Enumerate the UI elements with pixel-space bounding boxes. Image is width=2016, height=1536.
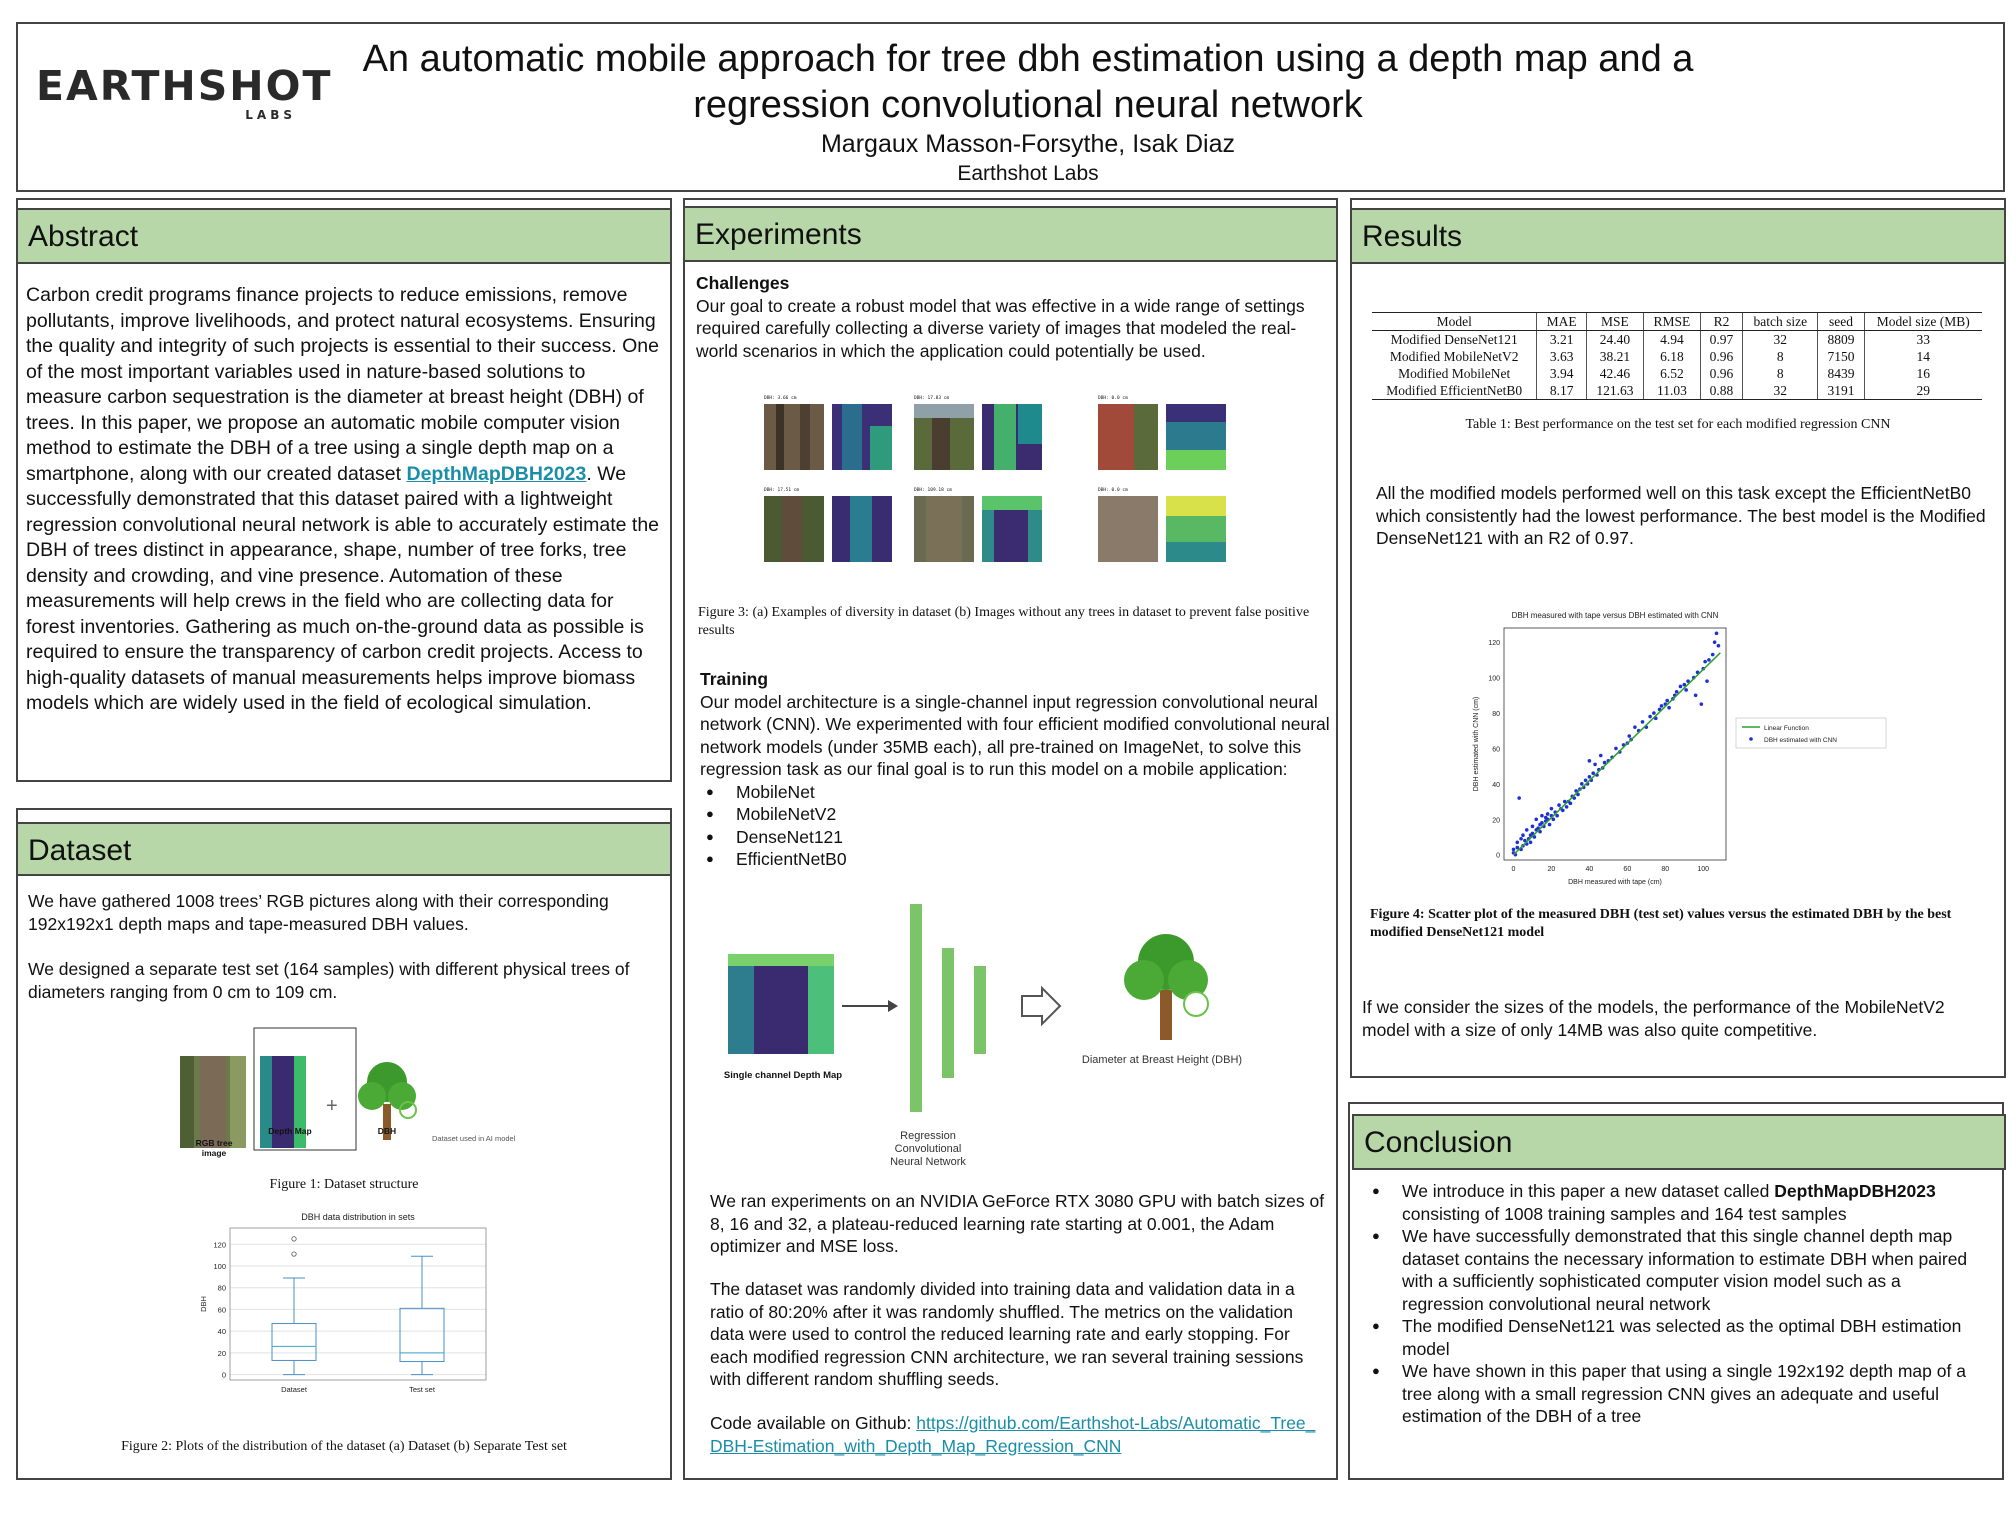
scatter-xtick: 0 — [1511, 866, 1516, 873]
scatter-point — [1684, 688, 1688, 692]
conclusion-heading: Conclusion — [1352, 1114, 2006, 1170]
table-row — [1372, 348, 1982, 365]
scatter-point — [1515, 840, 1519, 844]
model-item: ● MobileNet — [700, 781, 1330, 804]
boxplot-xtick: Test set — [409, 1385, 435, 1394]
boxplot-box — [400, 1308, 444, 1361]
scatter-point — [1525, 828, 1529, 832]
training-text: Our model architecture is a single-channel input regression convolutional neural network (CNN). We experimented with four efficient modified convolutional neural network models (under 35MB each), all pre-trained on ImageNet, to solve this regression task as our final goal is to run this model on a mobile application: — [700, 691, 1330, 779]
dataset-para-1: We have gathered 1008 trees’ RGB pictures along with their corresponding 192x192x1 depth maps and tape-measured DBH values. — [28, 891, 609, 934]
figure-3 — [742, 396, 1282, 576]
conclusion-item: ● We have successfully demonstrated that this single channel depth map dataset contains the necessary information to estimate DBH when paired with a sufficiently sophisticated computer vision model such as a regression convolutional neural network — [1366, 1225, 1976, 1315]
table-cell: Modified EfficientNetB0 — [1372, 382, 1537, 400]
table-cell: 38.21 — [1586, 348, 1643, 365]
fig3-title-1: DBH: 3.66 cm — [764, 396, 797, 401]
scatter-point — [1580, 782, 1584, 786]
fig3-title-3: DBH: 0.0 cm — [1098, 396, 1128, 401]
scatter-ytick: 100 — [1488, 675, 1500, 683]
table-cell: 4.94 — [1644, 331, 1701, 349]
scatter-point — [1675, 690, 1679, 694]
scatter-point — [1713, 640, 1717, 644]
scatter-point — [1521, 833, 1525, 837]
table-caption: Table 1: Best performance on the test set for each modified regression CNN — [1465, 417, 1891, 432]
scatter-point — [1540, 814, 1544, 818]
dataset-name: DepthMapDBH2023 — [1774, 1181, 1936, 1201]
figure-3-images — [742, 396, 1282, 576]
model-list — [700, 781, 1330, 871]
table-cell: 42.46 — [1586, 365, 1643, 382]
scatter-point — [1627, 734, 1631, 738]
sample-row-2 — [764, 496, 1226, 562]
table-cell: 3191 — [1818, 382, 1864, 400]
scatter-point — [1694, 693, 1698, 697]
scatter-point — [1648, 715, 1652, 719]
table-cell: 32 — [1743, 382, 1818, 400]
scatter-point — [1588, 759, 1592, 763]
earthshot-logo — [36, 62, 333, 144]
results-para-1: All the modified models performed well on this task except the EfficientNetB0 which consistently had the lowest performance. The best model is the Modified DenseNet121 with an R2 of 0.97. — [1376, 483, 1986, 548]
regression-line — [1513, 653, 1720, 855]
title-line-2: regression convolutional neural network — [693, 84, 1363, 126]
scatter-ytick: 80 — [1492, 711, 1500, 719]
table-cell: 24.40 — [1586, 331, 1643, 349]
sample-row-1 — [764, 404, 1226, 470]
logo-wordmark: EARTHSHOT — [36, 62, 333, 110]
scatter-xtick: 80 — [1661, 866, 1670, 873]
fig1-label-rgb: RGB tree image — [195, 1138, 233, 1158]
arrow-head-icon — [888, 1000, 898, 1012]
scatter-point — [1557, 803, 1561, 807]
scatter-point — [1546, 812, 1550, 816]
scatter-point — [1703, 660, 1707, 664]
table-cell: 0.96 — [1700, 348, 1742, 365]
figure-1-caption: Figure 1: Dataset structure — [269, 1177, 419, 1192]
scatter-xtick: 100 — [1697, 866, 1710, 873]
boxplot-ytick: 120 — [213, 1240, 226, 1250]
legend-label: Linear Function — [1764, 725, 1809, 732]
challenges-text: Our goal to create a robust model that was effective in a wide range of settings required carefully collecting a diverse variety of images that modeled the real-world scenarios in which the application could potentially be used. — [696, 295, 1305, 361]
fig3-title-2: DBH: 17.83 cm — [914, 396, 950, 401]
boxplot-ytick: 80 — [217, 1283, 226, 1293]
scatter-point — [1614, 747, 1618, 751]
architecture-graphic — [720, 900, 1320, 1176]
scatter-ytick: 0 — [1496, 852, 1500, 860]
scatter-title: DBH measured with tape versus DBH estimated with CNN — [1511, 611, 1719, 620]
arch-input-label: Single channel Depth Map — [723, 1070, 843, 1081]
dataset-link[interactable]: DepthMapDBH2023 — [406, 462, 587, 485]
conclusion-item: ● We have shown in this paper that using a single 192x192 depth map of a tree along with a small regression CNN gives an adequate and useful estimation of the DBH of a tree — [1366, 1360, 1976, 1428]
scatter-point — [1550, 807, 1554, 811]
figure-2-caption: Figure 2: Plots of the distribution of the dataset (a) Dataset (b) Separate Test set — [121, 1439, 567, 1454]
fig1-label-note: Dataset used in AI model — [432, 1134, 516, 1143]
training-block — [700, 668, 1330, 871]
output-tree-icon — [1124, 934, 1208, 1040]
legend-point-swatch — [1749, 737, 1753, 741]
table-cell: 0.96 — [1700, 365, 1742, 382]
table-row — [1372, 382, 1982, 400]
fig3-title-6: DBH: 0.0 cm — [1098, 488, 1128, 493]
table-cell: 11.03 — [1644, 382, 1701, 400]
scatter-ytick: 40 — [1492, 781, 1500, 789]
scatter-xtick: 20 — [1547, 866, 1556, 873]
results-table — [1372, 312, 1982, 400]
abstract-text-part1: Carbon credit programs finance projects to reduce emissions, remove pollutants, improve livelihoods, and protect natural ecosystems. Ensuring the quality and integrity of such projects is essential to their success. One of the most important variables used in nature-based solutions to measure carbon sequestration is the diameter at breast height (DBH) of trees. In this paper, we propose an automatic mobile computer vision method to estimate the DBH of a tree using a single depth map on a smartphone, along with our created dataset — [26, 284, 659, 485]
col-header: R2 — [1700, 313, 1742, 331]
table-cell: 6.18 — [1644, 348, 1701, 365]
table-cell: 121.63 — [1586, 382, 1643, 400]
dataset-para-2: We designed a separate test set (164 samples) with different physical trees of diameters ranging from 0 cm to 109 cm. — [28, 959, 630, 1002]
arch-network-label — [870, 1130, 986, 1169]
scatter-point — [1707, 658, 1711, 662]
scatter-ytick: 120 — [1488, 640, 1500, 648]
results-heading: Results — [1350, 208, 2006, 264]
boxplot-ytick: 20 — [217, 1348, 226, 1358]
scatter-xtick: 60 — [1623, 866, 1632, 873]
table-cell: 6.52 — [1644, 365, 1701, 382]
abstract-heading: Abstract — [16, 208, 672, 264]
table-cell: 8 — [1743, 365, 1818, 382]
scatter-point — [1715, 632, 1719, 636]
conclusion-list-wrap — [1366, 1180, 1976, 1428]
col-header: seed — [1818, 313, 1864, 331]
code-prefix: Code available on Github: — [710, 1413, 917, 1433]
scatter-point — [1588, 775, 1592, 779]
boxplot-ytick: 0 — [221, 1370, 226, 1380]
scatter-point — [1517, 796, 1521, 800]
fig3-title-4: DBH: 17.51 cm — [764, 488, 800, 493]
table-cell: Modified DenseNet121 — [1390, 332, 1518, 347]
table-cell: 8 — [1743, 348, 1818, 365]
fig1-label-depth: Depth Map — [268, 1126, 312, 1136]
scatter-point — [1633, 725, 1637, 729]
conclusion-item-text: consisting of 1008 training samples and 164 test samples — [1402, 1203, 1847, 1224]
dataset-heading: Dataset — [16, 822, 672, 876]
title-line-1: An automatic mobile approach for tree dbh estimation using a depth map and a — [362, 38, 1694, 80]
boxplot-outlier — [292, 1237, 296, 1241]
scatter-ytick: 20 — [1492, 817, 1500, 825]
scatter-point — [1512, 848, 1516, 852]
col-header: batch size — [1743, 313, 1818, 331]
code-availability — [710, 1412, 1325, 1457]
boxplot-outlier — [292, 1252, 296, 1256]
scatter-point — [1711, 653, 1715, 657]
scatter-point — [1529, 840, 1533, 844]
scatter-point — [1652, 711, 1656, 715]
authors: Margaux Masson-Forsythe, Isak Diaz — [820, 130, 1236, 158]
legend-label: DBH estimated with CNN — [1764, 737, 1837, 744]
table-cell: 3.94 — [1537, 365, 1586, 382]
boxplot-frame — [230, 1228, 486, 1380]
scatter-point — [1540, 821, 1544, 825]
results-table-wrap — [1372, 312, 1984, 434]
figure-1 — [180, 1026, 540, 1156]
col-header: MSE — [1586, 313, 1643, 331]
boxplot-ytick: 40 — [217, 1327, 226, 1337]
figure-3-caption: Figure 3: (a) Examples of diversity in dataset (b) Images without any trees in dataset to prevent false positive results — [698, 605, 1310, 638]
boxplot-ylabel: DBH — [199, 1296, 208, 1312]
conclusion-item: ● The modified DenseNet121 was selected as the optimal DBH estimation model — [1366, 1315, 1976, 1360]
scatter-point — [1679, 685, 1683, 689]
table-cell: 14 — [1864, 348, 1982, 365]
col-header: Model — [1372, 313, 1537, 331]
col-header: Model size (MB) — [1864, 313, 1982, 331]
boxplot-ytick: 100 — [213, 1262, 226, 1271]
logo-subtext: LABS — [245, 108, 296, 122]
table-cell: 16 — [1864, 365, 1982, 382]
table-cell: Modified MobileNetV2 — [1389, 349, 1519, 364]
boxplot-ytick: 60 — [217, 1305, 226, 1315]
scatter-point — [1700, 702, 1704, 706]
plus-icon: + — [326, 1095, 338, 1117]
scatter-xlabel: DBH measured with tape (cm) — [1568, 879, 1662, 886]
scatter-point — [1555, 814, 1559, 818]
arch-network-line-3: Neural Network — [890, 1156, 966, 1168]
challenges-title: Challenges — [696, 273, 790, 293]
abstract-text-part2: . We successfully demonstrated that this dataset paired with a lightweight regression convolutional neural network is able to accurately estimate the DBH of trees distinct in appearance, shape, number of tree forks, tree density and crowding, and vine presence. Automation of these measurements will help crews in the field who are collecting data for forest inventories. Gathering as much on-the-ground data as possible is required to ensure the transparency of carbon credit projects. Access to high-quality datasets of manual measurements helps improve biomass models which are widely used in the field of ecological simulation. — [26, 462, 660, 714]
scatter-point — [1667, 706, 1671, 710]
arch-network-line-1: Regression — [900, 1130, 956, 1142]
experiments-heading: Experiments — [683, 206, 1338, 262]
scatter-ytick: 60 — [1492, 746, 1500, 754]
scatter-point — [1717, 644, 1721, 648]
conclusion-item-text: We introduce in this paper a new dataset called — [1402, 1181, 1775, 1201]
rgb-tree-photo — [180, 1056, 246, 1148]
table-cell: 29 — [1864, 382, 1982, 400]
table-cell: 0.97 — [1700, 331, 1742, 349]
scatter-ylabel: DBH estimated with CNN (cm) — [1473, 696, 1480, 792]
scatter-plot-chart — [1464, 604, 1904, 894]
scatter-point — [1660, 704, 1664, 708]
scatter-point — [1534, 817, 1538, 821]
challenges-block — [696, 272, 1326, 362]
scatter-point — [1599, 754, 1603, 758]
table-cell: 3.21 — [1537, 331, 1586, 349]
output-arrow-icon — [1022, 988, 1060, 1024]
table-row — [1372, 331, 1982, 349]
fig1-label-dbh: DBH — [377, 1126, 397, 1136]
scatter-point — [1565, 805, 1569, 809]
results-para-2: If we consider the sizes of the models, the performance of the MobileNetV2 model with a size of only 14MB was also quite competitive. — [1362, 997, 1945, 1040]
boxplot-xtick: Dataset — [281, 1385, 307, 1394]
architecture-figure — [720, 900, 1320, 1176]
arch-output-label: Diameter at Breast Height (DBH) — [1081, 1054, 1243, 1066]
scatter-point — [1531, 825, 1535, 829]
figure-4-caption: Figure 4: Scatter plot of the measured DBH (test set) values versus the estimated DBH by the best modified DenseNet121 model — [1370, 907, 1952, 940]
scatter-point — [1569, 802, 1573, 806]
scatter-point — [1584, 779, 1588, 783]
table-header-row — [1372, 313, 1982, 331]
scatter-point — [1641, 720, 1645, 724]
table-cell: 8809 — [1818, 331, 1864, 349]
scatter-point — [1665, 699, 1669, 703]
scatter-xtick: 40 — [1585, 866, 1594, 873]
abstract-text — [26, 283, 666, 717]
model-item: ● DenseNet121 — [700, 826, 1330, 849]
table-cell: 8.17 — [1537, 382, 1586, 400]
table-cell: 8439 — [1818, 365, 1864, 382]
col-header: MAE — [1537, 313, 1586, 331]
arch-network-line-2: Convolutional — [894, 1143, 962, 1155]
scatter-point — [1705, 679, 1709, 683]
scatter-point — [1561, 809, 1565, 813]
table-row — [1372, 365, 1982, 382]
network-layers — [910, 904, 986, 1112]
scatter-point — [1519, 837, 1523, 841]
title-banner — [16, 22, 2005, 192]
experiments-split-para: The dataset was randomly divided into training data and validation data in a ratio of 80:20% after it was randomly shuffled. The metrics on the validation data were used to control the reduced learning rate and early stopping. For each modified regression CNN architecture, we ran several training sessions with different random shuffling seeds. — [710, 1279, 1304, 1389]
experiments-gpu-para: We ran experiments on an NVIDIA GeForce RTX 3080 GPU with batch sizes of 8, 16 and 32, a plateau-reduced learning rate starting at 0.001, the Adam optimizer and MSE loss. — [710, 1191, 1325, 1256]
table-cell: 33 — [1864, 331, 1982, 349]
table-cell: 0.88 — [1700, 382, 1742, 400]
input-depth-map — [728, 954, 834, 1054]
table-cell: 3.63 — [1537, 348, 1586, 365]
boxplot-box — [272, 1324, 316, 1361]
fig3-title-5: DBH: 109.18 cm — [914, 488, 952, 493]
model-item: ● MobileNetV2 — [700, 803, 1330, 826]
conclusion-item — [1366, 1180, 1976, 1225]
model-item: ● EfficientNetB0 — [700, 848, 1330, 871]
scatter-point — [1593, 763, 1597, 767]
table-cell: Modified MobileNet — [1398, 366, 1511, 381]
scatter-point — [1548, 823, 1552, 827]
training-title: Training — [700, 669, 769, 689]
scatter-frame — [1504, 628, 1726, 860]
table-cell: 32 — [1743, 331, 1818, 349]
paper-title — [278, 36, 1778, 128]
col-header: RMSE — [1644, 313, 1701, 331]
box-plot-chart — [196, 1208, 496, 1398]
table-cell: 7150 — [1818, 348, 1864, 365]
boxplot-title: DBH data distribution in sets — [301, 1212, 415, 1222]
conclusion-list — [1366, 1180, 1976, 1428]
affiliation: Earthshot Labs — [957, 162, 1099, 185]
scatter-point — [1591, 771, 1595, 775]
github-link[interactable]: https://github.com/Earthshot-Labs/Automatic_Tree_DBH-Estimation_with_Depth_Map_Regression_CNN — [710, 1413, 1316, 1456]
